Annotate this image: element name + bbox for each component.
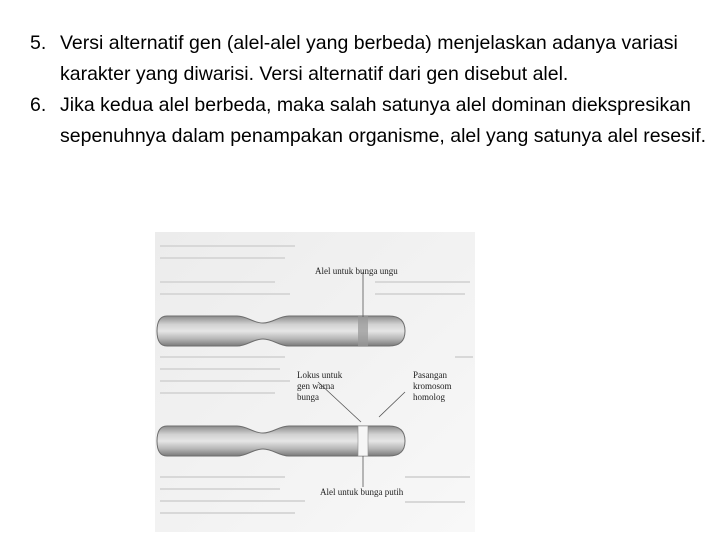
- label-homolog-line-3: homolog: [413, 392, 446, 402]
- chromosome-diagram: [155, 232, 475, 532]
- label-purple-allele: Alel untuk bunga ungu: [315, 266, 398, 276]
- point-6: [30, 90, 720, 152]
- point-5: [30, 28, 720, 90]
- label-locus-line-1: Lokus untuk: [297, 370, 343, 380]
- label-locus-line-2: gen warna: [297, 381, 335, 391]
- point-text: Versi alternatif gen (alel-alel yang berbeda) menjelaskan adanya variasi karakter yang diwarisi. Versi alternatif dari gen disebut alel.: [60, 32, 678, 85]
- label-homolog-line-1: Pasangan: [413, 370, 447, 380]
- point-number: 5.: [30, 32, 47, 54]
- bullet-list: [30, 28, 720, 152]
- chromosome-figure: [155, 232, 475, 532]
- point-text: Jika kedua alel berbeda, maka salah satunya alel dominan diekspresikan sepenuhnya dalam penampakan organisme, alel yang satunya alel resesif.: [60, 94, 707, 147]
- point-number: 6.: [30, 94, 47, 116]
- label-homolog-line-2: kromosom: [413, 381, 452, 391]
- label-locus-line-3: bunga: [297, 392, 319, 402]
- purple-allele-band: [358, 316, 368, 346]
- label-white-allele: Alel untuk bunga putih: [320, 487, 404, 497]
- white-allele-band: [358, 426, 368, 456]
